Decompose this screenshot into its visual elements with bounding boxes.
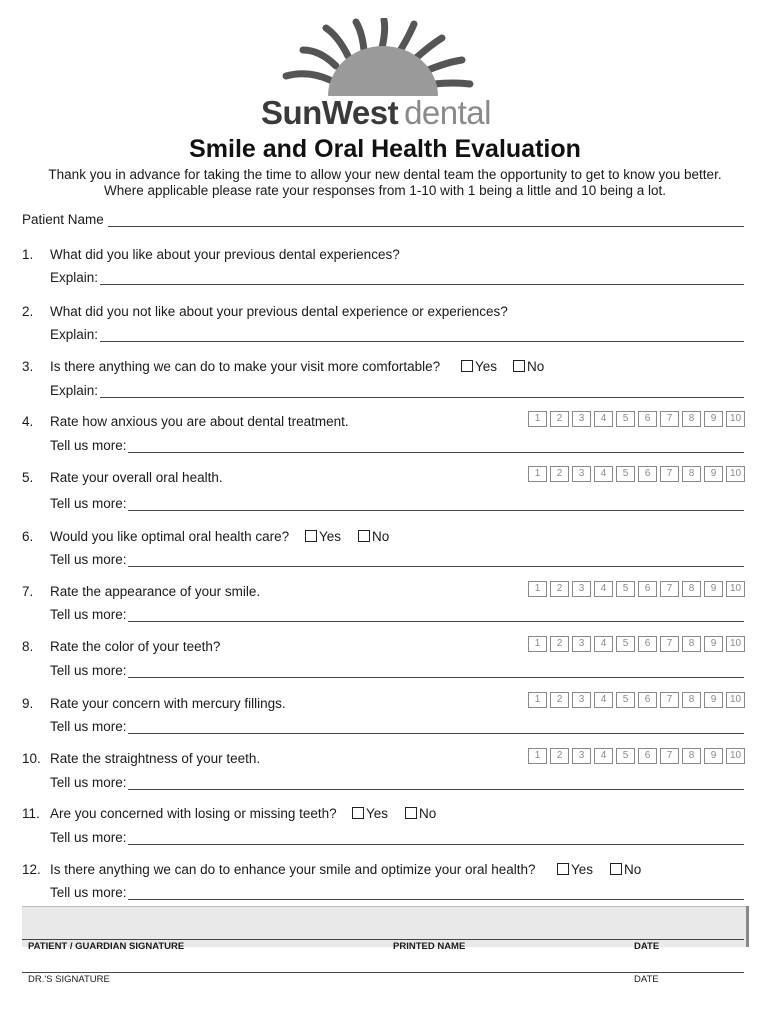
intro-line-1: Thank you in advance for taking the time to allow your new dental team the opportunity to get to know you better.	[48, 167, 722, 182]
rating-box[interactable]: 9	[704, 411, 723, 427]
doctor-signature-label: DR.'S SIGNATURE	[28, 974, 110, 985]
follow-up-label: Tell us more:	[50, 775, 127, 790]
rating-box[interactable]: 10	[726, 466, 745, 482]
doctor-date-label: DATE	[634, 974, 659, 985]
question-number: 9.	[22, 696, 34, 711]
follow-up-label: Explain:	[50, 270, 99, 285]
rating-box[interactable]: 8	[682, 748, 701, 764]
question-number: 10.	[22, 751, 41, 766]
rating-box[interactable]: 1	[528, 466, 547, 482]
follow-up-label: Tell us more:	[50, 663, 127, 678]
page-title: Smile and Oral Health Evaluation	[189, 135, 581, 163]
question-text: Rate how anxious you are about dental treatment.	[50, 414, 349, 429]
rating-box[interactable]: 9	[704, 636, 723, 652]
rating-scale	[528, 692, 745, 708]
answer-line[interactable]	[128, 510, 744, 511]
option-no[interactable]	[610, 862, 641, 877]
rating-box[interactable]: 7	[660, 636, 679, 652]
rating-box[interactable]: 5	[616, 748, 635, 764]
rating-box[interactable]: 8	[682, 466, 701, 482]
question-text: What did you not like about your previous dental experience or experiences?	[50, 304, 508, 319]
checkbox-icon[interactable]	[405, 807, 417, 819]
question-number: 7.	[22, 584, 34, 599]
rating-scale	[528, 581, 745, 597]
rating-box[interactable]: 7	[660, 692, 679, 708]
question-text: Rate your overall oral health.	[50, 470, 223, 485]
rating-box[interactable]: 3	[572, 466, 591, 482]
rating-scale	[528, 748, 745, 764]
checkbox-icon[interactable]	[610, 863, 622, 875]
follow-up-label: Tell us more:	[50, 496, 127, 511]
rating-box[interactable]: 1	[528, 411, 547, 427]
option-no-label: No	[372, 529, 390, 544]
answer-line[interactable]	[128, 733, 744, 734]
rating-box[interactable]: 3	[572, 636, 591, 652]
question-number: 6.	[22, 529, 34, 544]
logo-brand-light: dental	[404, 94, 491, 131]
follow-up-label: Tell us more:	[50, 830, 127, 845]
doctor-signature-line[interactable]	[22, 972, 744, 973]
question-number: 8.	[22, 639, 34, 654]
option-no-label: No	[419, 806, 437, 821]
option-yes[interactable]	[557, 862, 593, 877]
rating-box[interactable]: 3	[572, 692, 591, 708]
rating-box[interactable]: 8	[682, 411, 701, 427]
rating-box[interactable]: 5	[616, 466, 635, 482]
rating-box[interactable]: 6	[638, 636, 657, 652]
rating-box[interactable]: 2	[550, 466, 569, 482]
follow-up-label: Explain:	[50, 327, 99, 342]
answer-line[interactable]	[128, 677, 744, 678]
date-label: DATE	[634, 941, 660, 952]
answer-line[interactable]	[128, 844, 744, 845]
rating-box[interactable]: 6	[638, 748, 657, 764]
option-yes-label: Yes	[571, 862, 594, 877]
rating-box[interactable]: 10	[726, 581, 745, 597]
question-number: 1.	[22, 247, 34, 262]
follow-up-label: Explain:	[50, 383, 99, 398]
rating-box[interactable]: 2	[550, 692, 569, 708]
rating-box[interactable]: 10	[726, 636, 745, 652]
rating-box[interactable]: 10	[726, 692, 745, 708]
rating-box[interactable]: 4	[594, 748, 613, 764]
checkbox-icon[interactable]	[461, 360, 473, 372]
rating-box[interactable]: 2	[550, 581, 569, 597]
rating-box[interactable]: 8	[682, 581, 701, 597]
option-yes[interactable]	[352, 806, 388, 821]
rating-box[interactable]: 2	[550, 636, 569, 652]
question-number: 3.	[22, 359, 34, 374]
rating-box[interactable]: 3	[572, 748, 591, 764]
rating-box[interactable]: 5	[616, 692, 635, 708]
rating-box[interactable]: 10	[726, 411, 745, 427]
rating-box[interactable]: 1	[528, 581, 547, 597]
option-no[interactable]	[405, 806, 436, 821]
question-text: Rate the appearance of your smile.	[50, 584, 261, 599]
question-text: Is there anything we can do to make your visit more comfortable?	[50, 359, 441, 374]
follow-up-label: Tell us more:	[50, 719, 127, 734]
rating-box[interactable]: 3	[572, 411, 591, 427]
rating-box[interactable]: 6	[638, 411, 657, 427]
signature-line[interactable]	[22, 939, 744, 940]
rating-box[interactable]: 5	[616, 636, 635, 652]
rating-box[interactable]: 4	[594, 581, 613, 597]
question-text: Are you concerned with losing or missing teeth?	[50, 806, 337, 821]
rating-box[interactable]: 3	[572, 581, 591, 597]
rating-box[interactable]: 1	[528, 692, 547, 708]
rating-box[interactable]: 4	[594, 466, 613, 482]
answer-line[interactable]	[128, 452, 744, 453]
follow-up-label: Tell us more:	[50, 885, 127, 900]
printed-name-label: PRINTED NAME	[393, 941, 466, 952]
rating-box[interactable]: 9	[704, 692, 723, 708]
rating-box[interactable]: 9	[704, 581, 723, 597]
rating-box[interactable]: 1	[528, 748, 547, 764]
option-yes[interactable]	[461, 359, 497, 374]
question-text: Rate your concern with mercury fillings.	[50, 696, 286, 711]
rating-scale	[528, 411, 745, 427]
checkbox-icon[interactable]	[513, 360, 525, 372]
checkbox-icon[interactable]	[557, 863, 569, 875]
question-text: Rate the straightness of your teeth.	[50, 751, 261, 766]
follow-up-label: Tell us more:	[50, 438, 127, 453]
answer-line[interactable]	[100, 284, 744, 285]
question-number: 4.	[22, 414, 34, 429]
rating-box[interactable]: 6	[638, 692, 657, 708]
intro-line-2: Where applicable please rate your responses from 1-10 with 1 being a little and 10 being a lot.	[103, 183, 667, 198]
patient-name-field[interactable]	[108, 226, 744, 227]
follow-up-label: Tell us more:	[50, 552, 127, 567]
sunwest-logo-text	[261, 94, 491, 132]
rating-box[interactable]: 9	[704, 748, 723, 764]
checkbox-icon[interactable]	[352, 807, 364, 819]
option-yes-label: Yes	[366, 806, 389, 821]
question-text: Would you like optimal oral health care?	[50, 529, 290, 544]
option-no-label: No	[527, 359, 545, 374]
rating-scale	[528, 466, 745, 482]
rating-box[interactable]: 4	[594, 636, 613, 652]
option-yes-label: Yes	[319, 529, 342, 544]
question-number: 11.	[22, 806, 40, 821]
rating-box[interactable]: 8	[682, 692, 701, 708]
answer-line[interactable]	[128, 566, 744, 567]
option-yes-label: Yes	[475, 359, 498, 374]
answer-line[interactable]	[128, 621, 744, 622]
rating-box[interactable]: 1	[528, 636, 547, 652]
patient-signature-label: PATIENT / GUARDIAN SIGNATURE	[28, 941, 185, 952]
rating-box[interactable]: 8	[682, 636, 701, 652]
rating-box[interactable]: 9	[704, 466, 723, 482]
question-number: 12.	[22, 862, 41, 877]
question-text: Is there anything we can do to enhance your smile and optimize your oral health?	[50, 862, 536, 877]
rating-box[interactable]: 7	[660, 411, 679, 427]
logo-brand-bold: SunWest	[261, 94, 399, 131]
question-number: 2.	[22, 304, 34, 319]
option-no-label: No	[624, 862, 642, 877]
option-no[interactable]	[358, 529, 389, 544]
question-text: What did you like about your previous dental experiences?	[50, 247, 400, 262]
rating-box[interactable]: 5	[616, 411, 635, 427]
rating-box[interactable]: 5	[616, 581, 635, 597]
rating-box[interactable]: 4	[594, 411, 613, 427]
rating-box[interactable]: 7	[660, 581, 679, 597]
rating-box[interactable]: 2	[550, 411, 569, 427]
option-no[interactable]	[513, 359, 544, 374]
checkbox-icon[interactable]	[305, 530, 317, 542]
question-number: 5.	[22, 470, 34, 485]
rating-box[interactable]: 6	[638, 466, 657, 482]
follow-up-label: Tell us more:	[50, 607, 127, 622]
patient-name-label: Patient Name	[22, 212, 104, 227]
checkbox-icon[interactable]	[358, 530, 370, 542]
rating-box[interactable]: 4	[594, 692, 613, 708]
rating-box[interactable]: 10	[726, 748, 745, 764]
answer-line[interactable]	[128, 789, 744, 790]
option-yes[interactable]	[305, 529, 341, 544]
answer-line[interactable]	[100, 341, 744, 342]
rating-box[interactable]: 2	[550, 748, 569, 764]
question-text: Rate the color of your teeth?	[50, 639, 221, 654]
rating-scale	[528, 636, 745, 652]
rating-box[interactable]: 7	[660, 466, 679, 482]
answer-line[interactable]	[128, 899, 744, 900]
rating-box[interactable]: 6	[638, 581, 657, 597]
answer-line[interactable]	[100, 397, 744, 398]
rating-box[interactable]: 7	[660, 748, 679, 764]
